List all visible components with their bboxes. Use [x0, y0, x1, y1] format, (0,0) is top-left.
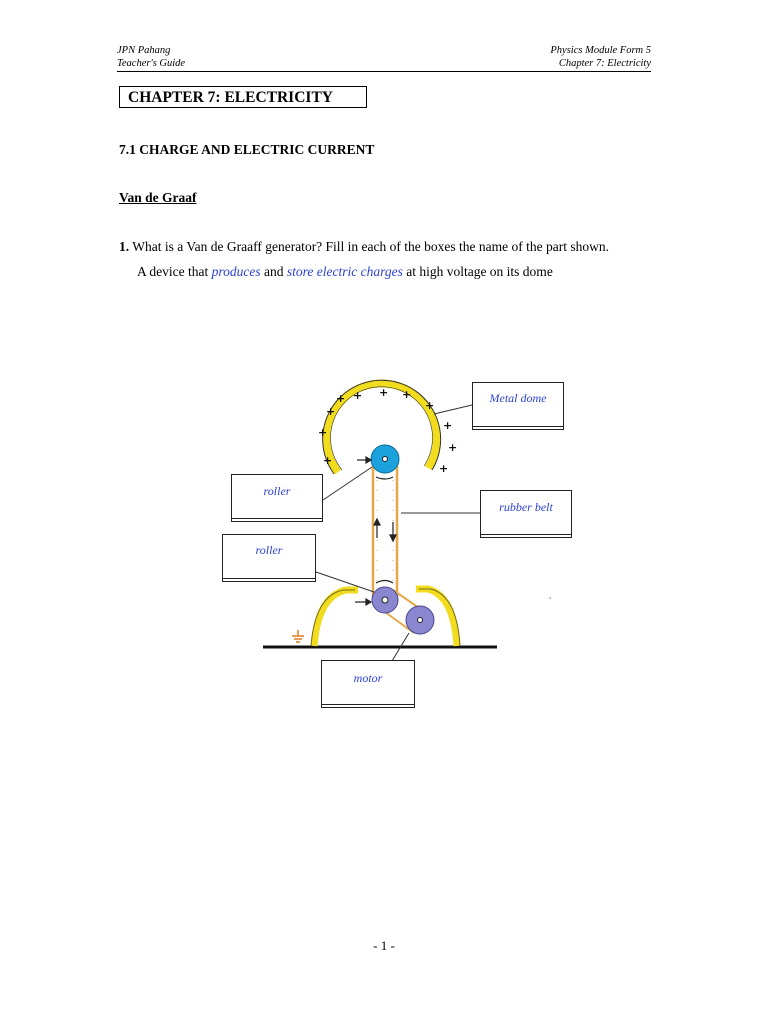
subsection-title: Van de Graaf: [119, 190, 197, 205]
label-top-roller-text: roller: [263, 484, 291, 498]
label-bottom-roller: [222, 534, 316, 582]
answer-blank-produces: produces: [211, 264, 261, 279]
label-bottom-roller-text: roller: [255, 543, 283, 557]
label-rubber-belt: [480, 490, 572, 538]
svg-text:+: +: [443, 419, 453, 432]
chapter-title: CHAPTER 7: ELECTRICITY: [119, 86, 367, 108]
svg-text:': ': [549, 596, 552, 605]
svg-text:+: +: [326, 405, 336, 418]
question-text: What is a Van de Graaff generator? Fill in each of the boxes the name of the part shown.: [132, 239, 609, 254]
lower-housing-left: [314, 590, 358, 646]
header-chapter: Chapter 7: Electricity: [558, 58, 651, 69]
earth-symbol-icon: [292, 630, 304, 642]
svg-text:+: +: [353, 389, 363, 402]
svg-text:+: +: [323, 454, 333, 467]
header-module: Physics Module Form 5: [550, 45, 651, 56]
header-guide: Teacher's Guide: [117, 58, 186, 69]
answer-blank-store: store electric charges: [286, 264, 403, 279]
answer-part1: A device that: [137, 264, 209, 279]
page-number: - 1 -: [373, 938, 395, 953]
belt-direction-arrows-icon: [374, 519, 396, 541]
svg-text:+: +: [448, 441, 458, 454]
answer-part3: at high voltage on its dome: [406, 264, 553, 279]
label-motor: [321, 660, 415, 708]
comb-arrow-top-icon: [357, 457, 371, 463]
comb-arrow-bottom-icon: [355, 599, 371, 605]
svg-text:+: +: [439, 462, 449, 475]
label-motor-text: motor: [353, 671, 383, 685]
svg-text:+: +: [336, 392, 346, 405]
svg-text:+: +: [402, 388, 412, 401]
label-metal-dome: [472, 382, 564, 430]
label-top-roller: [231, 474, 323, 522]
label-rubber-belt-text: rubber belt: [499, 500, 553, 514]
header-org: JPN Pahang: [117, 45, 171, 56]
answer-part2: and: [263, 264, 284, 279]
label-metal-dome-text: Metal dome: [489, 391, 547, 405]
question-number: 1.: [119, 239, 130, 254]
svg-text:+: +: [425, 399, 435, 412]
svg-text:+: +: [318, 426, 328, 439]
section-title: 7.1 CHARGE AND ELECTRIC CURRENT: [119, 142, 375, 157]
svg-text:+: +: [379, 386, 389, 399]
